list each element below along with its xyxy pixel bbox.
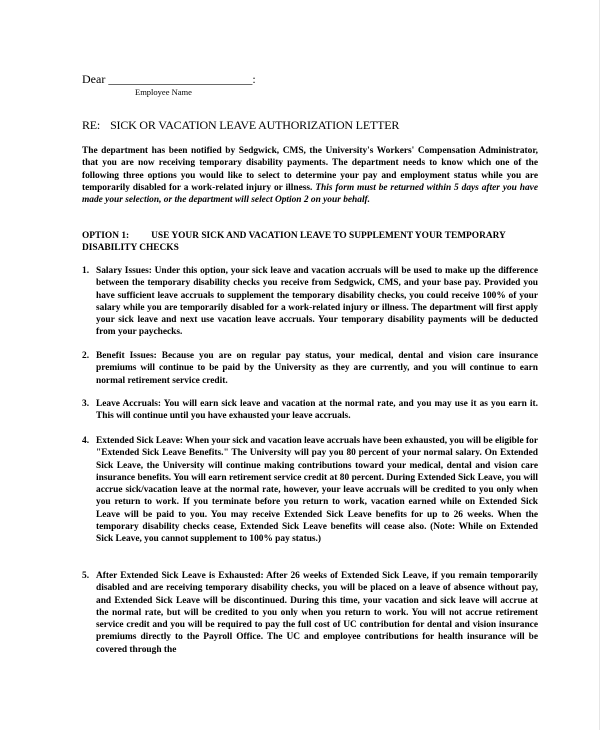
employee-name-caption: Employee Name: [135, 87, 192, 97]
intro-deadline-note: This form must be returned within 5 days after you have made your selection, or the department will select Option 2 on your behalf.: [82, 182, 539, 206]
list-item-text: Leave Accruals: You will earn sick leave and vacation at the normal rate, and you may use it as you earn it. This will continue until you have exhausted your leave accruals.: [96, 399, 538, 422]
list-item-number: 1.: [82, 266, 90, 276]
list-item-text: Benefit Issues: Because you are on regular pay status, your medical, dental and vision care insurance premiums will continue to be paid by the University as they are currently, and you will continue to earn normal retirement service credit.: [96, 351, 538, 386]
list-item-text: Extended Sick Leave: When your sick and vacation leave accruals have been exhausted, you will be eligible for "Extended Sick Leave Benefits." The University will pay you 80 percent of your normal salary. On Extended Sick Leave, the University will continue making contributions toward your medical, dental and vision care insurance benefits. You will earn retirement service credit at 80 percent. During Extended Sick Leave, you will accrue sick/vacation leave at the normal rate, however, your leave accruals will be credited to you only when you return to work. If you terminate before you return to work, vacation earned while on Extended Sick Leave will be paid to you. You may receive Extended Sick Leave benefits for up to 26 weeks. When the temporary disability checks cease, Extended Sick Leave benefits will cease also. (Note: While on Extended Sick Leave, you cannot supplement to 100% pay status.): [96, 436, 538, 545]
list-item-number: 2.: [82, 351, 90, 361]
list-item-number: 3.: [82, 399, 90, 409]
subject-title: SICK OR VACATION LEAVE AUTHORIZATION LETTER: [110, 118, 400, 132]
re-label: RE:: [82, 118, 101, 132]
list-item-leave-accruals: [82, 398, 538, 423]
intro-paragraph: [82, 145, 538, 206]
option-label: OPTION 1:: [82, 231, 130, 241]
option-title: USE YOUR SICK AND VACATION LEAVE TO SUPPLEMENT YOUR TEMPORARY DISABILITY CHECKS: [82, 231, 506, 254]
list-item-text: Salary Issues: Under this option, your sick leave and vacation accruals will be used to make up the difference between the temporary disability checks you receive from Sedgwick, CMS, and your base pay. Provided you have sufficient leave accruals to supplement the temporary disability checks, you could receive 100% of your salary while you are temporarily disabled for a work-related injury or illness. The department will first apply your sick leave and next use vacation leave accruals. Your temporary disability payments will be deducted from your paychecks.: [96, 266, 538, 338]
list-item-benefit-issues: [82, 350, 538, 387]
list-item-salary-issues: [82, 265, 538, 339]
list-item-after-extended-sick-leave: [82, 570, 538, 656]
list-item-extended-sick-leave: [82, 435, 538, 546]
list-item-number: 4.: [82, 436, 90, 446]
option-heading: [82, 230, 538, 255]
intro-text: The department has been notified by Sedgwick, CMS, the University's Workers' Compensation Administrator, that you are now receiving temporary disability payments. The department needs to know which one of the following three options you would like to select to determine your pay and employment status while you are temporarily disabled for a work-related injury or illness.: [82, 146, 538, 193]
list-item-text: After Extended Sick Leave is Exhausted: After 26 weeks of Extended Sick Leave, if you remain temporarily disabled and are receiving temporary disability checks, you will be placed on a leave of absence without pay, and Extended Sick Leave will be discontinued. During this time, your vacation and sick leave will accrue at the normal rate, but will be credited to you only when you return to work. You will not accrue retirement service credit and you will be required to pay the full cost of UC contribution for dental and vision insurance premiums directly to the Payroll Office. The UC and employee contributions for health insurance will be covered through the: [96, 571, 538, 655]
subject-line: [82, 118, 399, 133]
salutation-line: Dear ________________________:: [82, 72, 256, 86]
list-item-number: 5.: [82, 571, 90, 581]
